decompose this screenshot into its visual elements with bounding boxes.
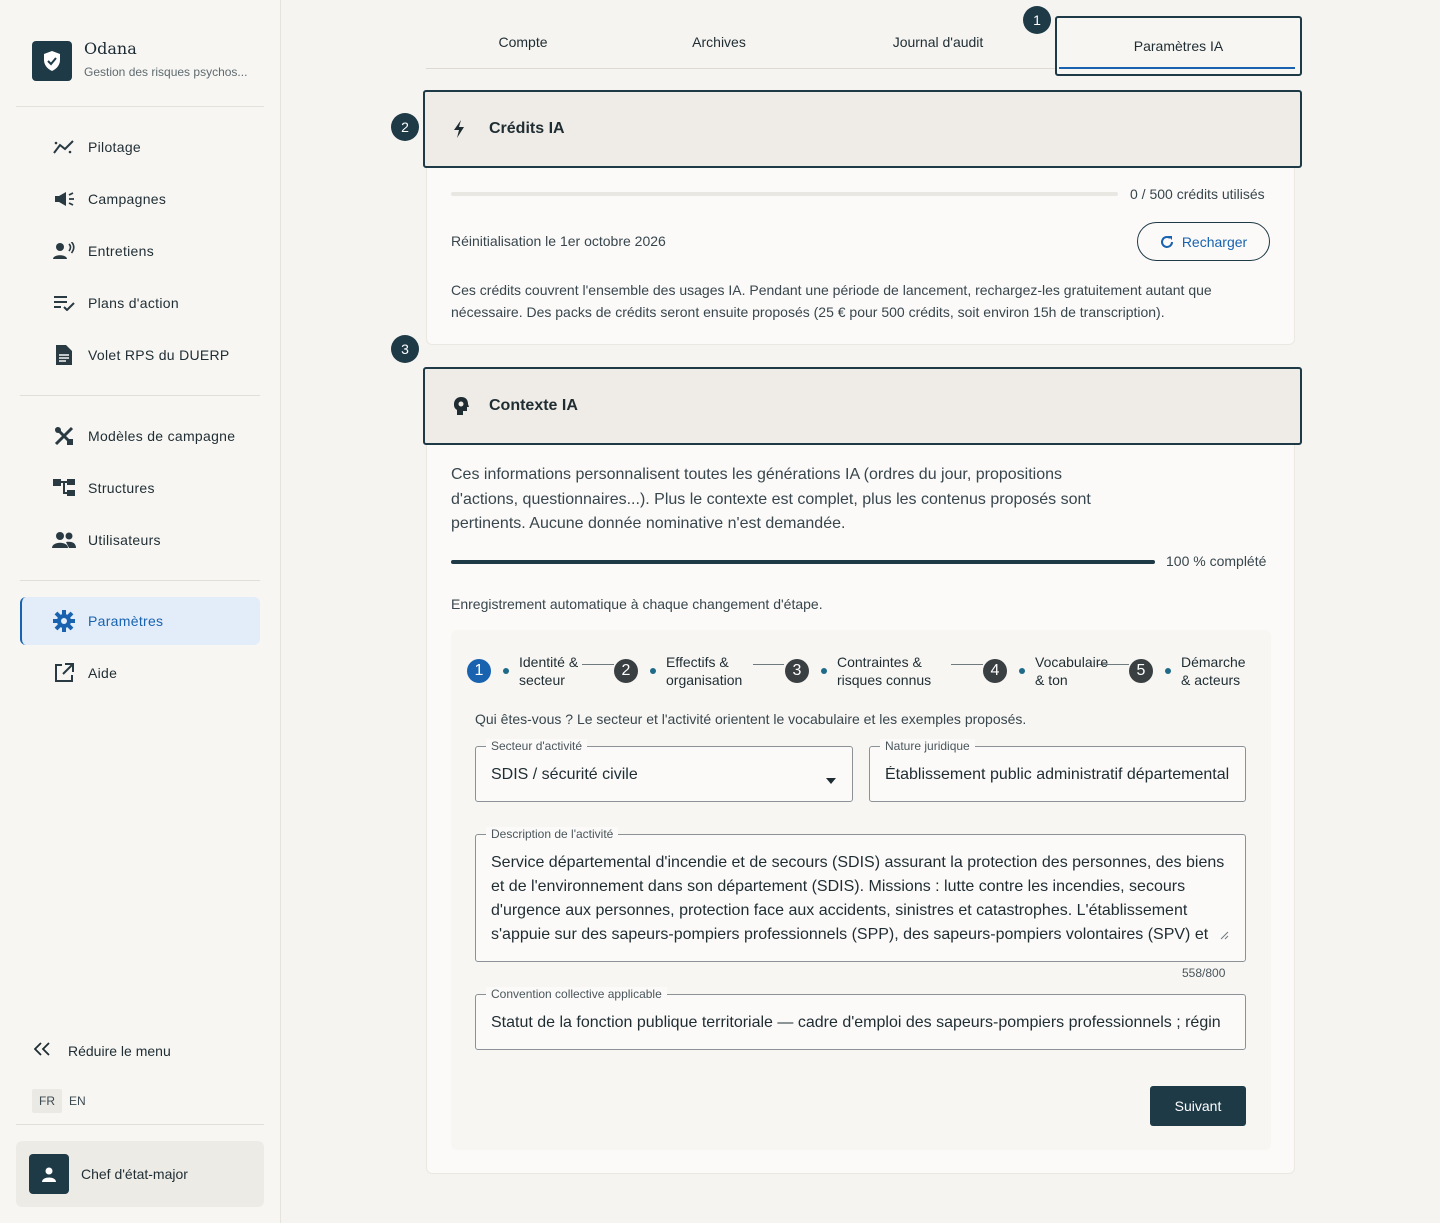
people-icon [52,528,76,552]
legal-nature-label: Nature juridique [880,739,975,753]
sidebar-item-utilisateurs[interactable] [20,516,260,564]
activity-description-textarea[interactable] [475,827,1246,962]
sidebar-item-label: Campagnes [88,191,167,207]
collective-agreement-label: Convention collective applicable [486,987,667,1001]
wizard-step-1[interactable] [467,653,578,689]
tab-archives[interactable]: Archives [692,33,746,50]
hierarchy-icon [52,476,76,500]
shield-check-icon [32,41,72,81]
voice-person-icon [52,239,76,263]
sidebar-item-label: Structures [88,480,155,496]
step-label: Vocabulaire & ton [1035,654,1109,688]
step-label: Démarche & acteurs [1181,654,1246,688]
person-icon [41,1166,57,1182]
step-dot [650,668,656,674]
collapse-menu-label: Réduire le menu [68,1042,171,1059]
wizard-step-5[interactable] [1129,653,1246,689]
sidebar-item-label: Aide [88,665,118,681]
activity-description-label: Description de l'activité [486,827,618,841]
external-link-icon [52,661,76,685]
credits-usage: 0 / 500 crédits utilisés [1130,186,1265,202]
brand [16,24,264,107]
settings-tabs [426,14,1296,69]
step-number: 5 [1129,659,1153,683]
sidebar-item-structures[interactable] [20,464,260,512]
sidebar-divider [20,580,260,581]
step-dot [503,668,509,674]
sector-value: SDIS / sécurité civile [491,766,638,783]
credits-description-line: nécessaire. Des packs de crédits seront ensuite proposés (25 € pour 500 crédits, soit environ 15h de transcription). [451,304,1165,320]
refresh-icon [1160,235,1174,249]
completion-progress-fill [451,560,1155,564]
chart-line-icon [52,135,76,159]
step-badge: 1 [1023,6,1051,34]
step-badge: 2 [391,113,419,141]
context-intro-line: d'actions, questionnaires...). Plus le contexte est complet, plus les contenus proposés sont [451,490,1091,508]
sidebar [0,0,281,1223]
credits-progress-track [451,192,1118,196]
tab-journal-audit[interactable]: Journal d'audit [892,33,984,50]
step-number: 1 [467,659,491,683]
step-connector [582,664,614,665]
step-label: Identité & secteur [519,654,579,688]
caret-down-icon [826,771,836,789]
user-divider [16,1124,264,1125]
wizard-step-3[interactable] [785,653,931,689]
activity-description-value: Service départemental d'incendie et de secours (SDIS) assurant la protection des personnes, des biens et de l'environnement dans son département (SDIS). Missions : lutte contre les incendies, secours d'urgence aux personnes, protection face aux accidents, sinistres et catastrophes. L'établissement s'appuie sur des sapeurs-pompiers professionnels (SPP), des sapeurs-pompiers volontaires (SPV) et [491,854,1225,943]
legal-nature-field[interactable] [869,739,1246,802]
step-number: 3 [785,659,809,683]
context-intro [451,463,1091,537]
sector-select[interactable] [475,739,853,802]
step-badge: 3 [391,335,419,363]
step-label: Effectifs & organisation [666,654,743,688]
step-label: Contraintes & risques connus [837,654,932,688]
lightning-icon [453,120,473,138]
avatar [29,1154,69,1194]
credits-reset: Réinitialisation le 1er octobre 2026 [451,233,666,249]
step-dot [821,668,827,674]
recharge-label: Recharger [1181,233,1248,250]
brand-subtitle: Gestion des risques psychos... [84,65,248,79]
brain-head-icon [453,397,473,415]
autosave-text: Enregistrement automatique à chaque changement d'étape. [451,596,823,612]
completion-text: 100 % complété [1166,553,1267,569]
step-dot [1019,668,1025,674]
sidebar-item-label: Modèles de campagne [88,428,236,444]
wizard-step-2[interactable] [614,653,742,689]
step-connector [753,664,784,665]
sidebar-item-plans-action[interactable] [20,279,260,327]
context-header [423,367,1302,445]
legal-nature-value: Établissement public administratif départemental [885,766,1230,783]
character-counter: 558/800 [1182,966,1226,980]
double-chevron-left-icon [34,1042,54,1059]
sidebar-item-label: Plans d'action [88,295,179,311]
sidebar-item-label: Entretiens [88,243,155,259]
sidebar-item-pilotage[interactable] [20,123,260,171]
sidebar-item-volet-rps[interactable] [20,331,260,379]
sidebar-divider [20,395,260,396]
user-name: Chef d'état-major [81,1166,188,1182]
credits-title: Crédits IA [489,120,565,137]
sidebar-item-campagnes[interactable] [20,175,260,223]
sidebar-item-parametres[interactable] [20,597,260,645]
collapse-menu-button[interactable] [34,1042,171,1059]
sidebar-item-label: Paramètres [88,613,164,629]
context-intro-line: Ces informations personnalisent toutes les générations IA (ordres du jour, propositions [451,466,1063,483]
credits-description-line: Ces crédits couvrent l'ensemble des usages IA. Pendant une période de lancement, rechargez-les gratuitement autant que [451,282,1212,298]
context-title: Contexte IA [489,397,578,414]
sidebar-item-modeles[interactable] [20,412,260,460]
collective-agreement-field[interactable] [475,987,1246,1050]
brand-name: Odana [84,39,137,58]
step-connector [951,664,983,665]
step-number: 2 [614,659,638,683]
sidebar-item-label: Volet RPS du DUERP [88,347,230,363]
tab-compte[interactable]: Compte [498,33,548,50]
collective-agreement-value: Statut de la fonction publique territoriale — cadre d'emploi des sapeurs-pompiers professionnels ; régin [491,1014,1221,1031]
document-icon [52,343,76,367]
language-en[interactable]: EN [69,1094,86,1108]
resize-handle-icon[interactable] [1220,927,1229,945]
checklist-icon [52,291,76,315]
step-number: 4 [983,659,1007,683]
megaphone-icon [52,187,76,211]
tools-icon [52,424,76,448]
sector-label: Secteur d'activité [486,739,587,753]
credits-description [451,279,1212,323]
sidebar-item-label: Utilisateurs [88,532,161,548]
credits-header [423,90,1302,168]
step-dot [1165,668,1171,674]
context-intro-line: pertinents. Aucune donnée nominative n'est demandée. [451,515,846,532]
completion-progress-track [451,560,1155,564]
tab-parametres-ia[interactable]: Paramètres IA [1055,16,1302,76]
gear-icon [52,609,76,633]
language-switcher [32,1089,93,1113]
step-help: Qui êtes-vous ? Le secteur et l'activité orientent le vocabulaire et les exemples proposés. [475,711,1027,727]
sidebar-item-aide[interactable] [20,649,260,697]
wizard-step-4[interactable] [983,653,1108,689]
recharge-button[interactable] [1137,222,1270,261]
next-button[interactable]: Suivant [1150,1086,1246,1126]
user-card[interactable] [16,1141,264,1207]
language-fr[interactable]: FR [32,1089,62,1113]
sidebar-item-label: Pilotage [88,139,141,155]
sidebar-item-entretiens[interactable] [20,227,260,275]
